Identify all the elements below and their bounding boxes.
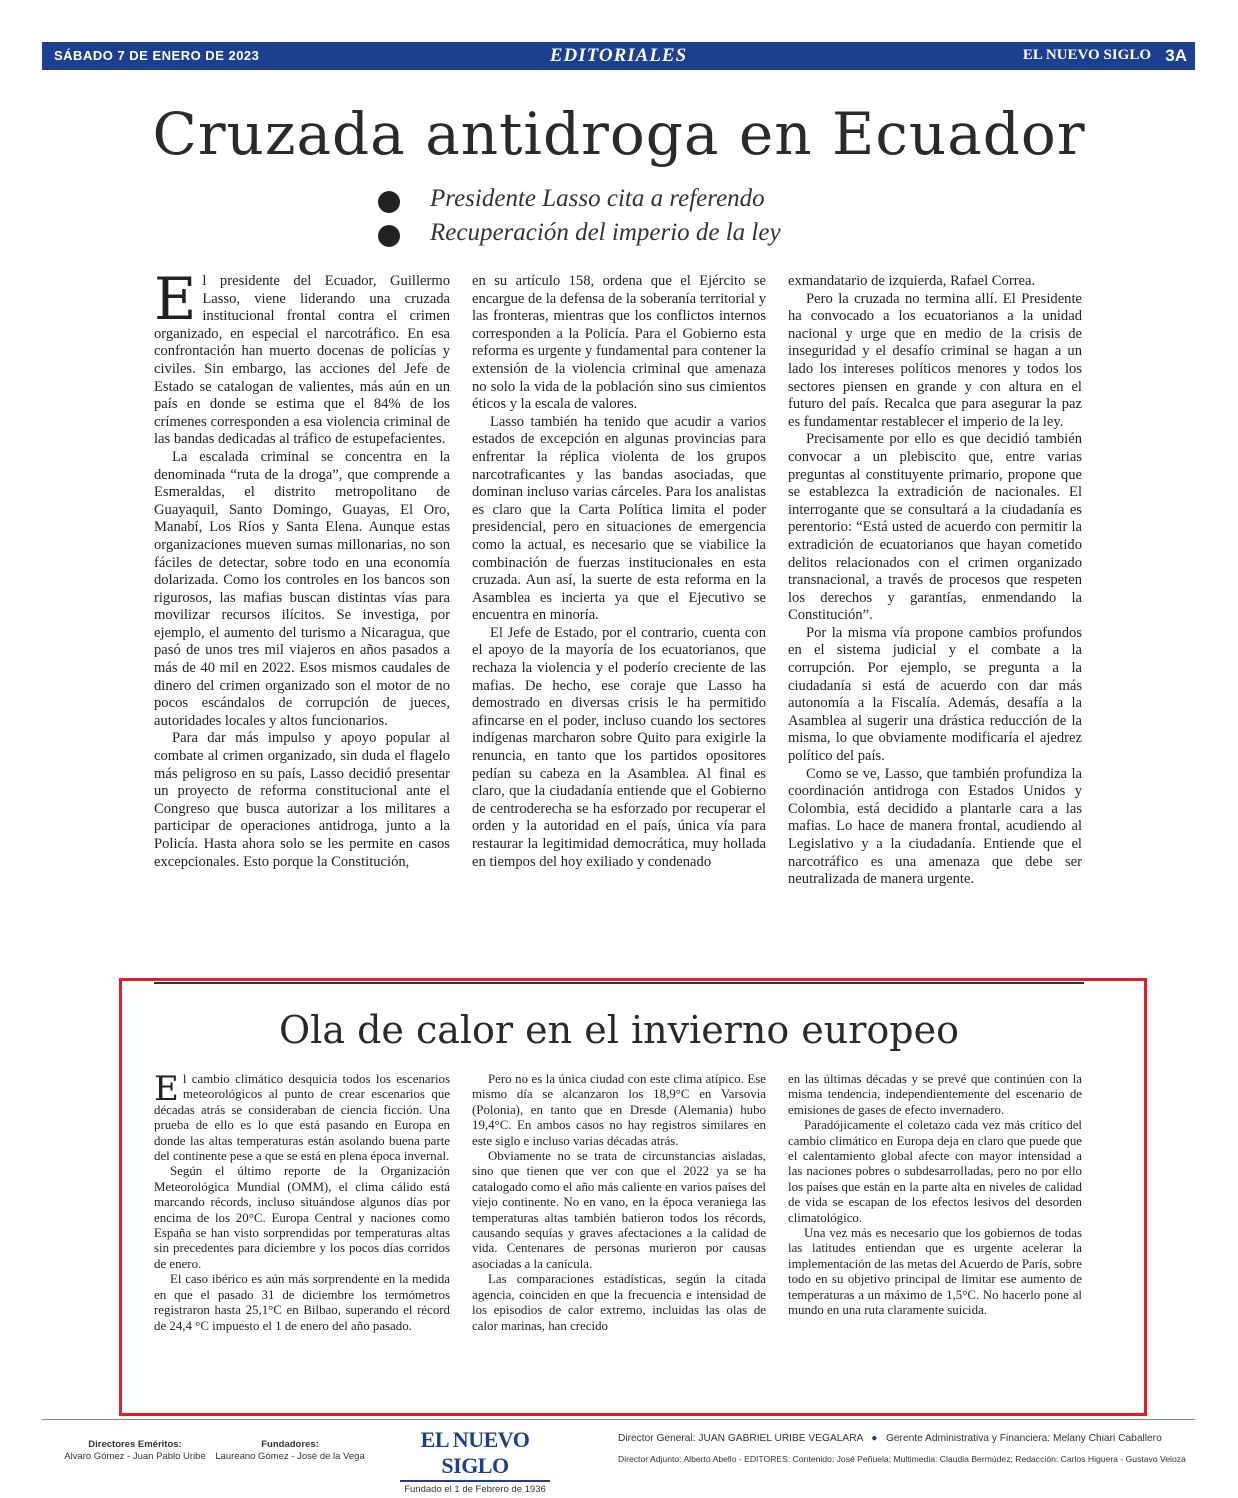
directores-emeritos [50, 1439, 220, 1463]
paragraph: Pero no es la única ciudad con este clima atípico. Ese mismo día se alcanzaron los 18,9°C en Varsovia (Polonia), en tanto que en Dresde (Alemania) hubo 19,4°C. En ambos casos no hay registros similares en este siglo e incluso varias décadas atrás. [472, 1072, 766, 1148]
paragraph: Para dar más impulso y apoyo popular al combate al crimen organizado, sin duda el flagelo más peligroso en su país, Lasso decidió presentar un proyecto de reforma constitucional ante el Congreso que busca autorizar a los militares a participar de operaciones antidroga, junto a la Policía. Hasta ahora solo se les permite en casos excepcionales. Esto porque la Constitución, [154, 730, 450, 870]
divider [154, 982, 1084, 984]
fundadores [210, 1439, 370, 1463]
fundadores-label: Fundadores: [261, 1439, 319, 1450]
paragraph [154, 1069, 450, 1164]
paragraph: en su artículo 158, ordena que el Ejército se encargue de la defensa de la soberanía territorial y las fronteras, mientras que los conflictos internos corresponden a la Policía. Para el Gobierno esta reforma es urgente y fundamental para contener la extensión de la violencia criminal que amenaza no solo la vida de la población sino sus cimientos éticos y la escala de valores. [472, 273, 766, 413]
paragraph: Como se ve, Lasso, que también profundiza la coordinación antidroga con Estados Unidos y Colombia, está decidido a plantarle cara a las mafias. Lo hace de manera frontal, acudiendo al Legislativo y a la ciudadanía. Entiende que el narcotráfico es una amenaza que debe ser neutralizada de manera urgente. [788, 765, 1082, 888]
paragraph: Una vez más es necesario que los gobiernos de todas las latitudes entiendan que es urgente acelerar la implementación de las metas del Acuerdo de París, sobre todo en su objetivo principal de limitar ese aumento de temperaturas a un máximo de 1,5°C. No hacerlo pone al mundo en una ruta claramente suicida. [788, 1226, 1082, 1318]
founded-date: Fundado el 1 de Febrero de 1936 [404, 1484, 546, 1495]
emeritos-names: Alvaro Gómez - Juan Pablo Uribe [64, 1451, 206, 1462]
article1-column-3 [788, 273, 1082, 889]
paragraph: Según el último reporte de la Organización Meteorológica Mundial (OMM), el clima cálido está marcando récords, incluso situándose algunos días por encima de los 20°C. Europa Central y naciones como España se han visto sorprendidas por temperaturas altas sin precedentes para diciembre y los pocos días corridos de enero. [154, 1164, 450, 1271]
article2-headline: Ola de calor en el invierno europeo [279, 1008, 959, 1052]
paragraph-text: l cambio climático desquicia todos los escenarios meteorológicos al punto de crear escenarios que décadas atrás se consideraban de ciencia ficción. Una prueba de ello es lo que está pasando en Europa en donde las altas temperaturas están asolando buena parte del continente pese a que se está en plena época invernal. [154, 1072, 450, 1164]
emeritos-label: Directores Eméritos: [88, 1439, 182, 1450]
fundadores-names: Laureano Gómez - José de la Vega [215, 1451, 365, 1462]
staff-line: Director Adjunto: Alberto Abello - EDITORES: Contenido: José Peñuela; Multimedia: Claudia Bermúdez; Redacción: Carlos Higuera - Gustavo Veloza [618, 1454, 1186, 1464]
paragraph: Por la misma vía propone cambios profundos en el sistema judicial y el combate a la corrupción. Por ejemplo, se pregunta a la ciudadanía si está de acuerdo con dar más autonomía a la Fiscalía. Además, desafía a la Asamblea al sugerir una drástica reducción de la misma, lo que obviamente modificaría el ajedrez político del país. [788, 624, 1082, 765]
paragraph: La escalada criminal se concentra en la denominada “ruta de la droga”, que comprende a Esmeraldas, el distrito metropolitano de Guayaquil, Santo Domingo, Guayas, El Oro, Manabí, Los Ríos y Santa Elena. Aunque estas organizaciones mueven sumas millonarias, no son fáciles de detectar, sobre todo en una economía dolarizada. Como los controles en los bancos son rigurosos, las mafias buscan distintas vías para movilizar recursos ilícitos. Se investiga, por ejemplo, el aumento del turismo a Nicaragua, que pasó de unos tres mil viajeros en años pasados a más de 40 mil en 2022. Esos mismos caudales de dinero del crimen organizado son el motor de no pocos escándalos de corrupción de jueces, autoridades locales y altos funcionarios. [154, 448, 450, 729]
paragraph: Precisamente por ello es que decidió también convocar a un plebiscito que, entre varias preguntas al constituyente primario, propone que se establezca la extradición de nacionales. El interrogante que se consultará a la ciudadanía es perentorio: “Está usted de acuerdo con permitir la extradición de ecuatorianos que hayan cometido delitos relacionados con el crimen organizado transnacional, a través de procesos que respeten los derechos y garantías, enmendando la Constitución”. [788, 431, 1082, 624]
newspaper-brand: EL NUEVO SIGLO [1022, 47, 1151, 63]
separator-dot-icon: ● [865, 1433, 884, 1444]
gerente-name: Melany Chiari Caballero [1053, 1433, 1162, 1444]
footer-logo-block [400, 1427, 550, 1495]
paragraph: El caso ibérico es aún más sorprendente en la medida en que el pasado 31 de diciembre los termómetros registraron hasta 25,1°C en Bilbao, superando el récord de 24,4 °C impuesto el 1 de enero del año pasado. [154, 1272, 450, 1333]
drop-cap: E [154, 265, 197, 333]
article1-headline: Cruzada antidroga en Ecuador [152, 100, 1086, 168]
paragraph: El Jefe de Estado, por el contrario, cuenta con el apoyo de la mayoría de los ecuatorianos, que rechaza la violencia y el poderío creciente de las mafias. De hecho, ese coraje que Lasso ha demostrado en diversas crisis le ha permitido afincarse en el poder, incluso cuando los sectores indígenas marcharon sobre Quito para exigirle la renuncia, en tanto que los partidos opositores pedían su cabeza en la Asamblea. Al final es claro, que la ciudadanía entiende que el Gobierno de centroderecha se ha esforzado por recuperar el orden y la autoridad en el país, única vía para restaurar la legitimidad democrática, muy hollada en tiempos del hoy exiliado y condenado [472, 624, 766, 870]
article1-column-1 [154, 265, 450, 871]
deck-text: Presidente Lasso cita a referendo [430, 185, 765, 212]
paragraph: en las últimas décadas y se prevé que continúen con la misma tendencia, independientemente del escenario de emisiones de gases de efecto invernadero. [788, 1072, 1082, 1117]
bullet-icon [378, 225, 400, 247]
page-number: 3A [1165, 46, 1187, 65]
paragraph: Pero la cruzada no termina allí. El Presidente ha convocado a los ecuatorianos a la unidad nacional y urge que en medio de la crisis de inseguridad y el desafío criminal se hagan a un lado los intereses políticos menores y todos los sectores piensen en grande y con altura en el futuro del país. Recalca que para asegurar la paz es fundamentar restablecer el imperio de la ley. [788, 290, 1082, 430]
article2-column-1 [154, 1069, 450, 1334]
article1-deck [372, 185, 781, 253]
article2-column-3 [788, 1072, 1082, 1319]
paragraph: Obviamente no se trata de circunstancias aisladas, sino que tienen que ver con que el 2022 ya se ha catalogado como el año más caliente en varios países del viejo continente. No en vano, en la época veraniega las temperaturas altas también batieron todos los récords, causando sequías y graves afectaciones a la calidad de vida. Centenares de personas murieron por causas asociadas a la canícula. [472, 1149, 766, 1271]
paragraph [154, 265, 450, 449]
director-name: JUAN GABRIEL URIBE VEGALARA [698, 1433, 863, 1444]
paragraph: exmandatario de izquierda, Rafael Correa. [788, 273, 1036, 289]
page-header-bar [42, 42, 1195, 70]
paragraph: Paradójicamente el coletazo cada vez más crítico del cambio climático en Europa deja en claro que puede que el calentamiento global afecte con mayor intensidad a las naciones pobres o subdesarrolladas, pero no por ello los países que están en la parte alta en niveles de calidad de vida se escapan de los efectos lesivos del desorden climatológico. [788, 1118, 1082, 1225]
paragraph: Las comparaciones estadísticas, según la citada agencia, coinciden en que la frecuencia e intensidad de los episodios de calor extremo, incluidas las olas de calor marinas, han crecido [472, 1272, 766, 1333]
deck-item [372, 185, 781, 219]
bullet-icon [378, 191, 400, 213]
staff-credits [618, 1432, 1186, 1466]
section-title: EDITORIALES [549, 45, 688, 66]
drop-cap: E [154, 1069, 179, 1109]
issue-date: SÁBADO 7 DE ENERO DE 2023 [54, 48, 260, 63]
article2-column-2 [472, 1072, 766, 1334]
paragraph-text: l presidente del Ecuador, Guillermo Lasso, viene liderando una cruzada institucional frontal contra el crimen organizado, en especial el narcotráfico. En esa confrontación han muerto docenas de policías y civiles. Sin embargo, las acciones del Jefe de Estado se catalogan de valientes, más aún en un país en donde se estima que el 84% de los crímenes corresponden a esa violencia criminal de las bandas dedicadas al tráfico de estupefacientes. [154, 273, 450, 448]
footer-divider [42, 1419, 1195, 1420]
deck-text: Recuperación del imperio de la ley [430, 219, 781, 246]
gerente-label: Gerente Administrativa y Financiera: [885, 1433, 1051, 1444]
deck-item [372, 219, 781, 253]
paragraph: Lasso también ha tenido que acudir a varios estados de excepción en algunas provincias para enfrentar la réplica violenta de los grupos narcotraficantes y las bandas asociadas, que dominan incluso varias cárceles. Para los analistas es claro que la Carta Política limita el poder presidencial, pero en situaciones de emergencia como la actual, es necesario que se viabilice la combinación de fuerzas institucionales en esta cruzada. Aun así, la suerte de esta reforma en la Asamblea es incierta ya que el Ejecutivo se encuentra en minoría. [472, 413, 766, 624]
article1-column-2 [472, 273, 766, 871]
director-label: Director General: [618, 1433, 696, 1444]
newspaper-logo: EL NUEVO SIGLO [400, 1427, 550, 1482]
